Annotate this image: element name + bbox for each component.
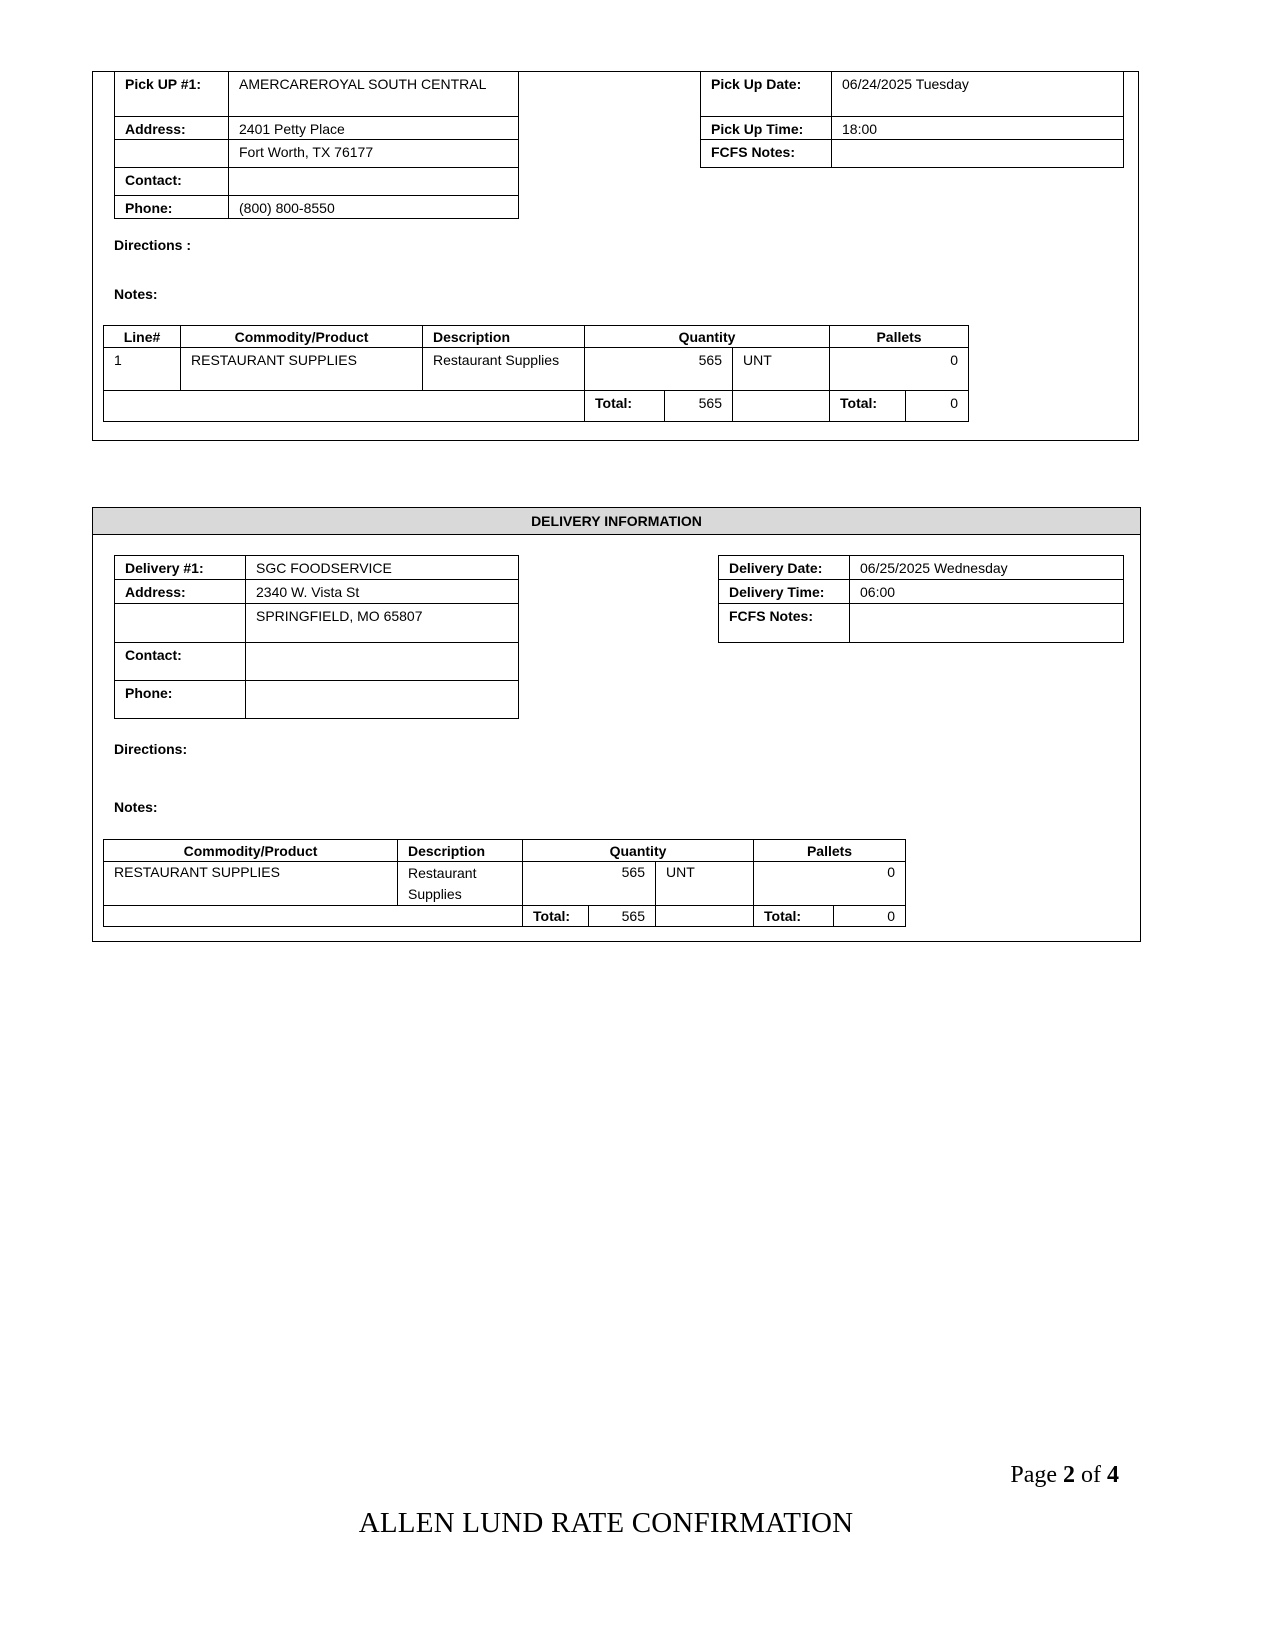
delivery-date-label: Delivery Date: [719,556,850,580]
delivery-address-label: Address: [115,580,246,604]
delivery-row-commodity: RESTAURANT SUPPLIES [104,862,398,906]
pickup-address-line2: Fort Worth, TX 76177 [229,140,519,168]
delivery-directions-label: Directions: [114,741,188,757]
pickup-contact-value [229,168,519,196]
delivery-fcfs-label: FCFS Notes: [719,604,850,643]
pickup-directions-label: Directions : [114,237,192,253]
delivery-number-label: Delivery #1: [115,556,246,580]
pickup-commodity-table [103,325,969,422]
pickup-time-label: Pick Up Time: [701,117,832,140]
page-prefix: Page [1010,1462,1063,1488]
pickup-total-qty-value: 565 [665,391,733,422]
table-row [104,862,906,906]
delivery-phone-value [246,681,519,719]
delivery-address-line2: SPRINGFIELD, MO 65807 [246,604,519,643]
delivery-date-value: 06/25/2025 Wednesday [850,556,1124,580]
pickup-date-label: Pick Up Date: [701,72,832,117]
delivery-total-blank [104,906,523,927]
pickup-header-commodity: Commodity/Product [181,326,423,348]
pickup-info-table [114,71,519,219]
delivery-date-table [718,555,1124,643]
pickup-header-description: Description [423,326,585,348]
pickup-notes-label: Notes: [114,286,158,302]
delivery-total-pallets-value: 0 [834,906,906,927]
delivery-row-quantity: 565 [523,862,656,906]
delivery-total-pallets-label: Total: [754,906,834,927]
delivery-header-quantity: Quantity [523,840,754,862]
pickup-address-label: Address: [115,117,229,140]
delivery-phone-label: Phone: [115,681,246,719]
delivery-notes-label: Notes: [114,799,158,815]
pickup-phone-value: (800) 800-8550 [229,196,519,219]
pickup-total-pallets-label: Total: [830,391,906,422]
pickup-row-unit: UNT [733,348,830,391]
page-number [1010,1462,1119,1489]
pickup-total-pallets-value: 0 [906,391,969,422]
delivery-time-label: Delivery Time: [719,580,850,604]
page-current: 2 [1063,1462,1075,1488]
delivery-contact-value [246,643,519,681]
pickup-row-quantity: 565 [585,348,733,391]
pickup-date-table [700,71,1124,168]
delivery-header-pallets: Pallets [754,840,906,862]
pickup-date-value: 06/24/2025 Tuesday [832,72,1124,117]
pickup-total-qty-label: Total: [585,391,665,422]
pickup-contact-label: Contact: [115,168,229,196]
document-title: ALLEN LUND RATE CONFIRMATION [358,1507,854,1539]
page-of: of [1075,1462,1107,1488]
delivery-time-value: 06:00 [850,580,1124,604]
delivery-commodity-table [103,839,906,927]
delivery-info-table [114,555,519,719]
pickup-row-description: Restaurant Supplies [423,348,585,391]
pickup-header-pallets: Pallets [830,326,969,348]
pickup-fcfs-label: FCFS Notes: [701,140,832,168]
delivery-header-description: Description [398,840,523,862]
delivery-name: SGC FOODSERVICE [246,556,519,580]
delivery-contact-label: Contact: [115,643,246,681]
delivery-total-qty-label: Total: [523,906,589,927]
pickup-fcfs-value [832,140,1124,168]
page-total: 4 [1107,1462,1119,1488]
delivery-row-description: Restaurant Supplies [398,862,523,906]
pickup-row-commodity: RESTAURANT SUPPLIES [181,348,423,391]
pickup-row-pallets: 0 [830,348,969,391]
pickup-name: AMERCAREROYAL SOUTH CENTRAL [229,72,519,117]
pickup-number-label: Pick UP #1: [115,72,229,117]
delivery-section-title: DELIVERY INFORMATION [93,508,1140,535]
pickup-phone-label: Phone: [115,196,229,219]
pickup-total-blank [104,391,585,422]
table-row [104,348,969,391]
delivery-header-commodity: Commodity/Product [104,840,398,862]
delivery-row-unit: UNT [656,862,754,906]
pickup-total-unit-blank [733,391,830,422]
delivery-fcfs-value [850,604,1124,643]
pickup-time-value: 18:00 [832,117,1124,140]
pickup-address-line1: 2401 Petty Place [229,117,519,140]
delivery-address-line1: 2340 W. Vista St [246,580,519,604]
delivery-total-unit-blank [656,906,754,927]
pickup-row-line: 1 [104,348,181,391]
delivery-total-qty-value: 565 [589,906,656,927]
pickup-header-line: Line# [104,326,181,348]
pickup-address-blank [115,140,229,168]
delivery-address-blank [115,604,246,643]
delivery-row-pallets: 0 [754,862,906,906]
pickup-header-quantity: Quantity [585,326,830,348]
